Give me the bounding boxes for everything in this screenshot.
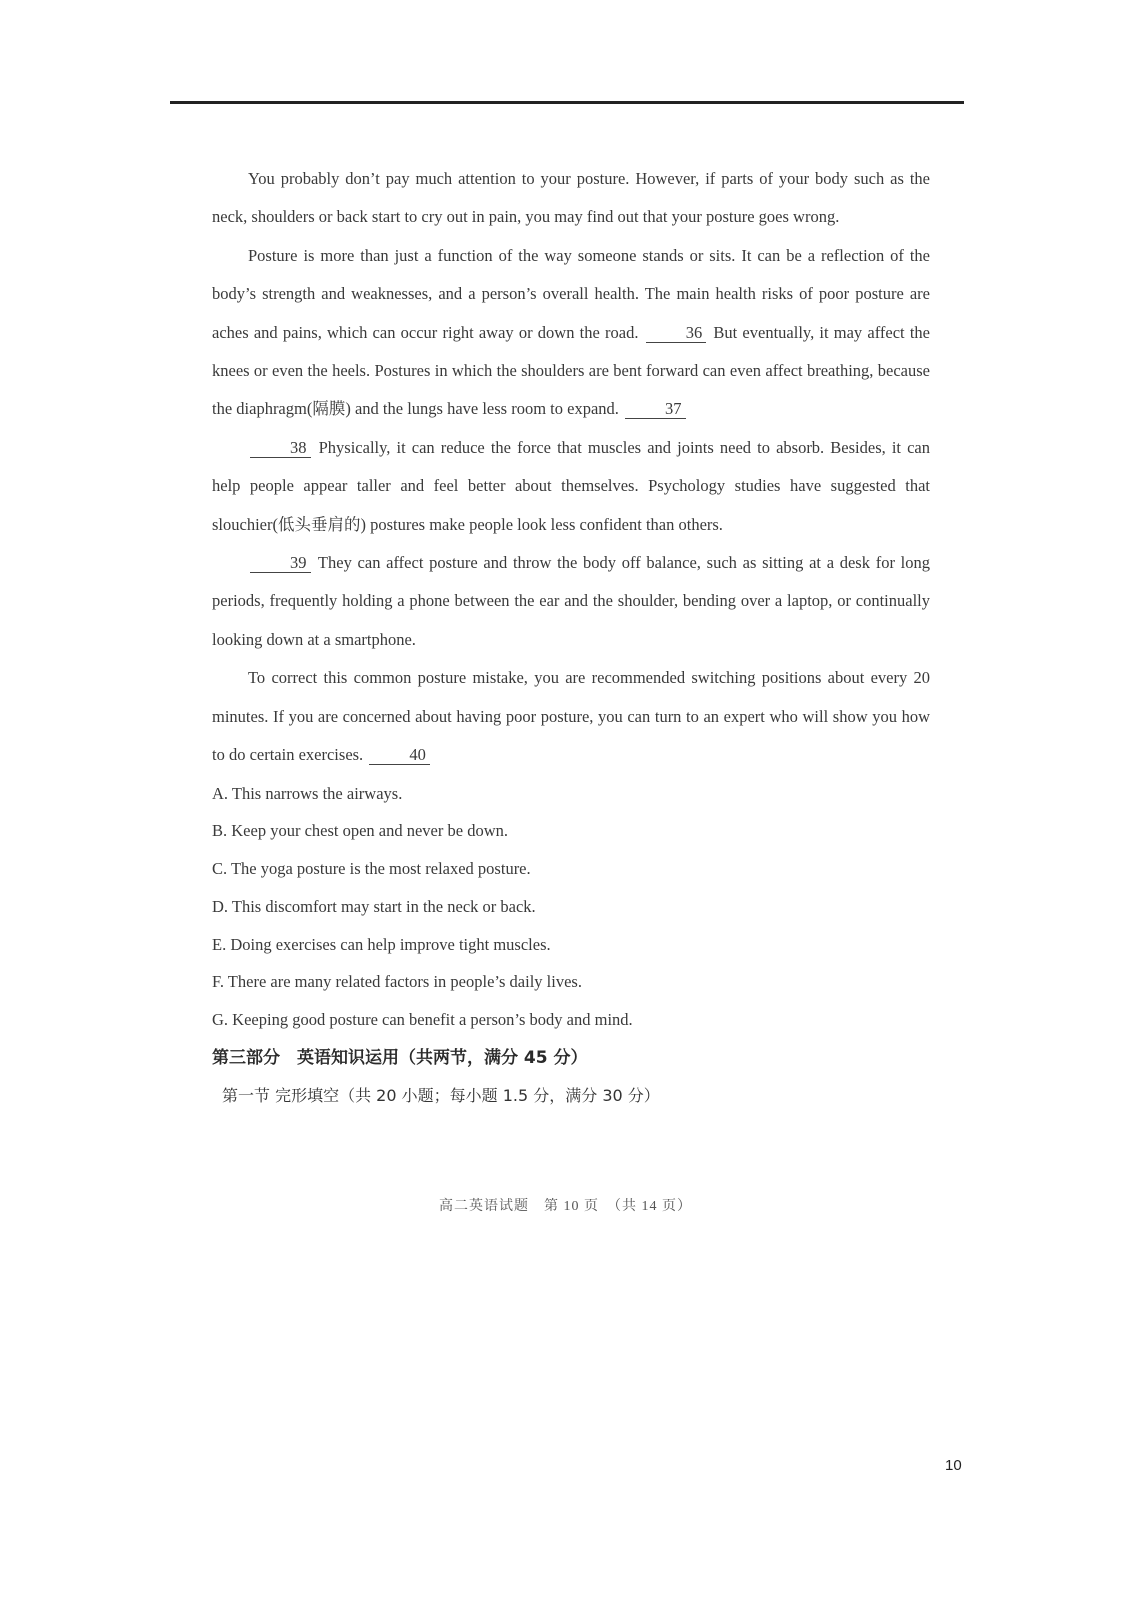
blank-36[interactable]: 36 (646, 324, 707, 343)
page-number: 10 (945, 1457, 962, 1474)
section-heading: 第三部分 英语知识运用（共两节，满分 45 分） (212, 1048, 588, 1069)
blank-39[interactable]: 39 (250, 554, 311, 573)
paragraph-2-text-a: Posture is more than just a function of the way someone stands or sits. It can be a reflection of the body’s strength and weaknesses, and a person’s overall health. The main health risks of poor posture are aches and pains, which can occur right away or down the road. (212, 245, 930, 342)
paragraph-2 (212, 237, 930, 429)
paragraph-1 (212, 160, 930, 237)
reading-passage (212, 160, 930, 1115)
page-footer: 高二英语试题 第 10 页 （共 14 页） (439, 1199, 692, 1214)
answer-options (212, 775, 930, 1040)
option-d: D. This discomfort may start in the neck or back. (212, 896, 536, 916)
paragraph-2-text-b: But eventually, it may affect the knees or even the heels. Postures in which the shoulders are bent forward can even affect breathing, because the diaphragm(隔膜) and the lungs have less room to expand. (212, 322, 930, 419)
option-e: E. Doing exercises can help improve tight muscles. (212, 934, 551, 954)
option-b: B. Keep your chest open and never be down. (212, 821, 508, 841)
paragraph-4-text: They can affect posture and throw the body off balance, such as sitting at a desk for long periods, frequently holding a phone between the ear and the shoulder, bending over a laptop, or continually looking down at a smartphone. (212, 553, 930, 649)
option-c: C. The yoga posture is the most relaxed posture. (212, 859, 531, 879)
option-a: A. This narrows the airways. (212, 783, 403, 803)
paragraph-1-text: You probably don’t pay much attention to your posture. However, if parts of your body such as the neck, shoulders or back start to cry out in pain, you may find out that your posture goes wrong. (212, 169, 930, 227)
blank-37[interactable]: 37 (625, 400, 686, 419)
paragraph-5-text: To correct this common posture mistake, you are recommended switching positions about every 20 minutes. If you are concerned about having poor posture, you can turn to an expert who will show you how to do certain exercises. (212, 668, 930, 765)
blank-40[interactable]: 40 (369, 746, 430, 765)
option-f: F. There are many related factors in people’s daily lives. (212, 972, 582, 992)
option-g: G. Keeping good posture can benefit a person’s body and mind. (212, 1010, 633, 1030)
header-rule (170, 101, 964, 104)
subsection-heading: 第一节 完形填空（共 20 小题；每小题 1.5 分，满分 30 分） (222, 1086, 660, 1106)
paragraph-5 (212, 659, 930, 774)
paragraph-3 (212, 429, 930, 544)
blank-38[interactable]: 38 (250, 439, 311, 458)
paragraph-3-text: Physically, it can reduce the force that muscles and joints need to absorb. Besides, it can help people appear taller and feel better about themselves. Psychology studies have suggested that slouchier(低头垂肩的) postures make people look less confident than others. (212, 437, 931, 534)
paragraph-4 (212, 544, 930, 659)
